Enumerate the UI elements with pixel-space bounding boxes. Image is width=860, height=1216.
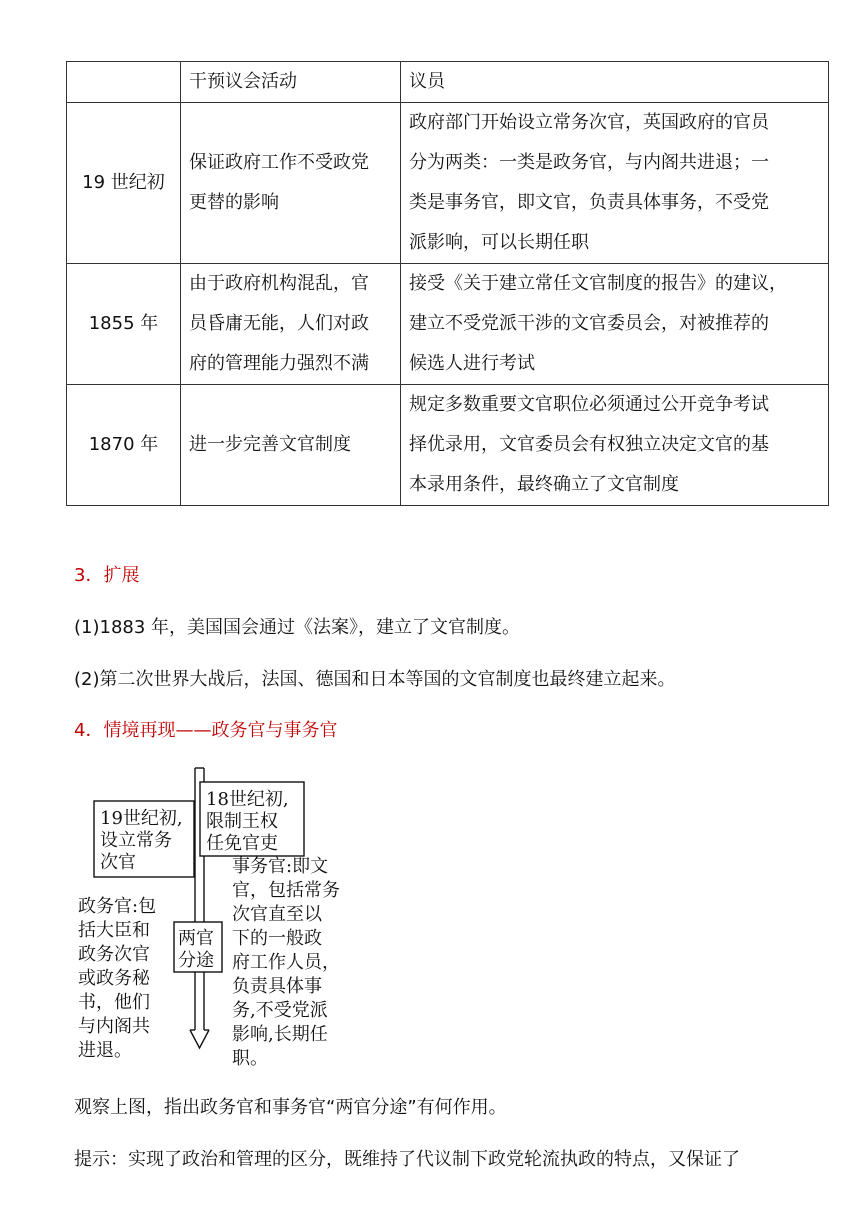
right-sign-line: 任免官吏	[206, 833, 278, 854]
right-text-line: 府工作人员，	[232, 952, 340, 973]
right-sign-line: 18世纪初,	[206, 789, 289, 810]
left-text-line: 政务次官	[78, 944, 150, 965]
center-sign	[174, 922, 222, 972]
political-official-text	[78, 896, 156, 1061]
left-text-line: 进退。	[78, 1040, 132, 1061]
table-row	[67, 385, 829, 506]
content-line: 规定多数重要文官职位必须通过公开竞争考试	[409, 394, 769, 415]
header-cell-1: 干预议会活动	[181, 62, 401, 103]
content-line: 政府部门开始设立常务次官，英国政府的官员	[409, 112, 769, 133]
left-text-line: 括大臣和	[78, 920, 150, 941]
table-row	[67, 103, 829, 264]
left-sign	[94, 801, 194, 877]
right-text-line: 负责具体事	[232, 976, 322, 997]
content-line: 分为两类：一类是政务官，与内阁共进退；一	[409, 152, 769, 173]
section-4-heading: 4．情境再现——政务官与事务官	[74, 720, 338, 741]
right-text-line: 事务官:即文	[232, 856, 329, 877]
content-cell	[401, 264, 829, 385]
table-row	[67, 264, 829, 385]
content-line: 派影响，可以长期任职	[409, 232, 589, 253]
content-line: 本录用条件，最终确立了文官制度	[409, 474, 679, 495]
content-line: 接受《关于建立常任文官制度的报告》的建议，	[409, 273, 787, 294]
right-text-line: 官，包括常务	[232, 880, 340, 901]
header-cell-0	[67, 62, 181, 103]
two-officials-diagram	[78, 766, 368, 1066]
period-cell: 19 世纪初	[67, 103, 181, 264]
content-line: 建立不受党派干涉的文官委员会，对被推荐的	[409, 313, 769, 334]
right-text-line: 职。	[232, 1048, 268, 1066]
left-text-line: 政务官:包	[78, 896, 157, 917]
right-sign	[200, 782, 304, 856]
reason-line: 员昏庸无能，人们对政	[189, 313, 369, 334]
question-text: 观察上图，指出政务官和事务官“两官分途”有何作用。	[74, 1097, 507, 1118]
section-3-heading: 3．扩展	[74, 565, 140, 586]
reason-line: 府的管理能力强烈不满	[189, 353, 369, 374]
administrative-official-text	[232, 856, 340, 1066]
left-sign-line: 设立常务	[100, 830, 172, 851]
content-cell	[401, 385, 829, 506]
left-sign-line: 次官	[100, 852, 136, 873]
center-sign-line: 分途	[178, 950, 214, 971]
reason-line: 保证政府工作不受政党	[189, 152, 369, 173]
right-sign-line: 限制王权	[206, 811, 278, 832]
left-text-line: 或政务秘	[78, 968, 150, 989]
reason-line: 更替的影响	[189, 192, 279, 213]
content-cell	[401, 103, 829, 264]
reason-line: 由于政府机构混乱，官	[189, 273, 369, 294]
content-line: 择优录用，文官委员会有权独立决定文官的基	[409, 434, 769, 455]
right-text-line: 影响,长期任	[232, 1024, 328, 1045]
history-table	[66, 61, 829, 506]
right-text-line: 次官直至以	[232, 904, 322, 925]
section-3-paragraph-2: (2)第二次世界大战后，法国、德国和日本等国的文官制度也最终建立起来。	[74, 669, 676, 690]
period-cell: 1870 年	[67, 385, 181, 506]
reason-cell	[181, 264, 401, 385]
reason-cell	[181, 103, 401, 264]
left-sign-line: 19世纪初,	[100, 808, 183, 829]
table-header-row	[67, 62, 829, 103]
left-text-line: 书，他们	[78, 992, 150, 1013]
center-sign-line: 两官	[178, 928, 214, 949]
right-text-line: 务,不受党派	[232, 1000, 328, 1021]
period-cell: 1855 年	[67, 264, 181, 385]
left-text-line: 与内阁共	[78, 1016, 150, 1037]
reason-line: 进一步完善文官制度	[189, 434, 351, 455]
right-text-line: 下的一般政	[232, 928, 322, 949]
hint-text: 提示：实现了政治和管理的区分，既维持了代议制下政党轮流执政的特点，又保证了	[74, 1149, 740, 1170]
content-line: 类是事务官，即文官，负责具体事务，不受党	[409, 192, 769, 213]
section-3-paragraph-1: (1)1883 年，美国国会通过《法案》，建立了文官制度。	[74, 617, 521, 638]
header-cell-2: 议员	[401, 62, 829, 103]
reason-cell	[181, 385, 401, 506]
content-line: 候选人进行考试	[409, 353, 535, 374]
